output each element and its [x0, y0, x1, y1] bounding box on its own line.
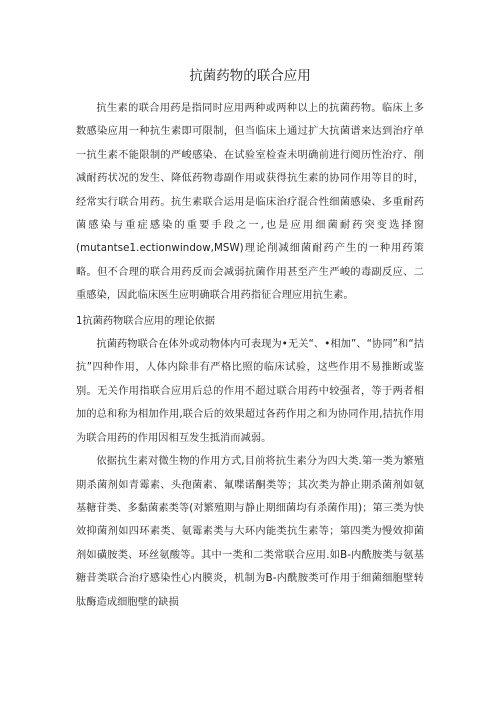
section-heading: 1抗菌药物联合应用的理论依据 [76, 315, 215, 327]
paragraph-intro: 抗生素的联合用药是指同时应用两种或两种以上的抗菌药物。临床上多数感染应用一种抗生素即可限制，但当临床上通过扩大抗菌谱来达到治疗单一抗生素不能限制的严峻感染、在试验室检查未明确前进行阅历性治疗、削减耐药状况的发生、降低药物毒副作用或获得抗生素的协同作用等目的时，经常实行联合用药。抗生素联合运用是临床治疗混合性细菌感染、多重耐药菌感染与重症感染的重要手段之一,也是应用细菌耐药突变选择窗(mutantse1.ectionwindow,MSW)理论削减细菌耐药产生的一种用药策略。但不合理的联合用药反而会减弱抗菌作用甚至产生严峻的毒副反应、二重感染，因此临床医生应明确联合用药指征合理应用抗生素。 [76, 103, 424, 302]
paragraph-classification: 依据抗生素对微生物的作用方式,目前将抗生素分为四大类.第一类为繁殖期杀菌剂如青霉素、头孢菌素、氟喋诺酮类等；其次类为静止期杀菌剂如氨基糖苷类、多黏菌素类等(对繁殖期与静止期细菌均有杀菌作用)；第三类为快效抑菌剂如四环素类、氨霉素类与大环内能类抗生素等；第四类为慢效抑菌剂如磺胺类、环丝氨酸等。其中一类和二类常联合应用.如B-内酰胺类与氨基糖昔类联合治疗感染性心内膜炎，机制为B-内酰胺类可作用于细菌细胞壁转肽酶造成细胞壁的缺损 [76, 456, 424, 608]
document-title: 抗菌药物的联合应用 [189, 68, 311, 84]
paragraph-interactions: 抗菌药物联合在体外或动物体内可表现为•无关“、•相加”、“协同”和“拮抗”四种作用，人体内除非有严格比照的临床试验，这些作用不易推断或鉴别。无关作用指联合应用后总的作用不超过联合用药中较强者，等于两者相加的总和称为相加作用,联合后的效果超过各药作用之和为协同作用,拮抗作用为联合用药的作用因相互发生抵消而减弱。 [76, 339, 424, 444]
